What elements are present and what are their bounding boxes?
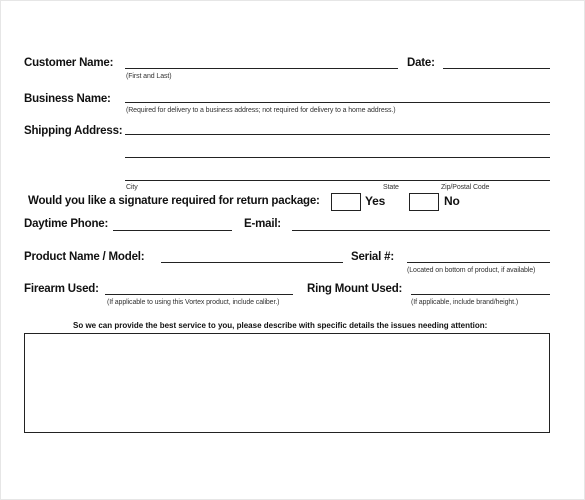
shipping-address-label: Shipping Address: <box>24 125 123 137</box>
date-field[interactable] <box>443 68 550 69</box>
product-model-field[interactable] <box>161 262 343 263</box>
signature-no-checkbox[interactable] <box>409 193 439 211</box>
shipping-address-line-1[interactable] <box>125 134 550 135</box>
date-label: Date: <box>407 57 435 69</box>
signature-yes-label: Yes <box>365 194 386 208</box>
customer-name-field[interactable] <box>125 68 398 69</box>
firearm-used-label: Firearm Used: <box>24 283 99 295</box>
ring-mount-label: Ring Mount Used: <box>307 283 403 295</box>
firearm-used-hint: (If applicable to using this Vortex product, include caliber.) <box>107 299 280 306</box>
signature-no-label: No <box>444 194 460 208</box>
issues-description-box[interactable] <box>24 333 550 433</box>
business-name-hint: (Required for delivery to a business address; not required for delivery to a home address.) <box>126 107 396 114</box>
email-label: E-mail: <box>244 218 281 230</box>
issues-prompt: So we can provide the best service to you, please describe with specific details the issues needing attention: <box>73 321 488 330</box>
ring-mount-field[interactable] <box>411 294 550 295</box>
serial-field[interactable] <box>407 262 550 263</box>
email-field[interactable] <box>292 230 550 231</box>
business-name-label: Business Name: <box>24 93 111 105</box>
business-name-field[interactable] <box>125 102 550 103</box>
ring-mount-hint: (If applicable, include brand/height.) <box>411 299 519 306</box>
product-model-label: Product Name / Model: <box>24 251 145 263</box>
state-hint: State <box>383 184 399 191</box>
city-hint: City <box>126 184 138 191</box>
daytime-phone-field[interactable] <box>113 230 232 231</box>
serial-hint: (Located on bottom of product, if available) <box>407 267 536 274</box>
customer-name-label: Customer Name: <box>24 57 114 69</box>
shipping-address-line-3[interactable] <box>125 180 550 181</box>
signature-question: Would you like a signature required for return package: <box>28 195 320 207</box>
signature-yes-checkbox[interactable] <box>331 193 361 211</box>
daytime-phone-label: Daytime Phone: <box>24 218 109 230</box>
shipping-address-line-2[interactable] <box>125 157 550 158</box>
firearm-used-field[interactable] <box>105 294 293 295</box>
customer-name-hint: (First and Last) <box>126 73 172 80</box>
serial-label: Serial #: <box>351 251 394 263</box>
zip-hint: Zip/Postal Code <box>441 184 490 191</box>
